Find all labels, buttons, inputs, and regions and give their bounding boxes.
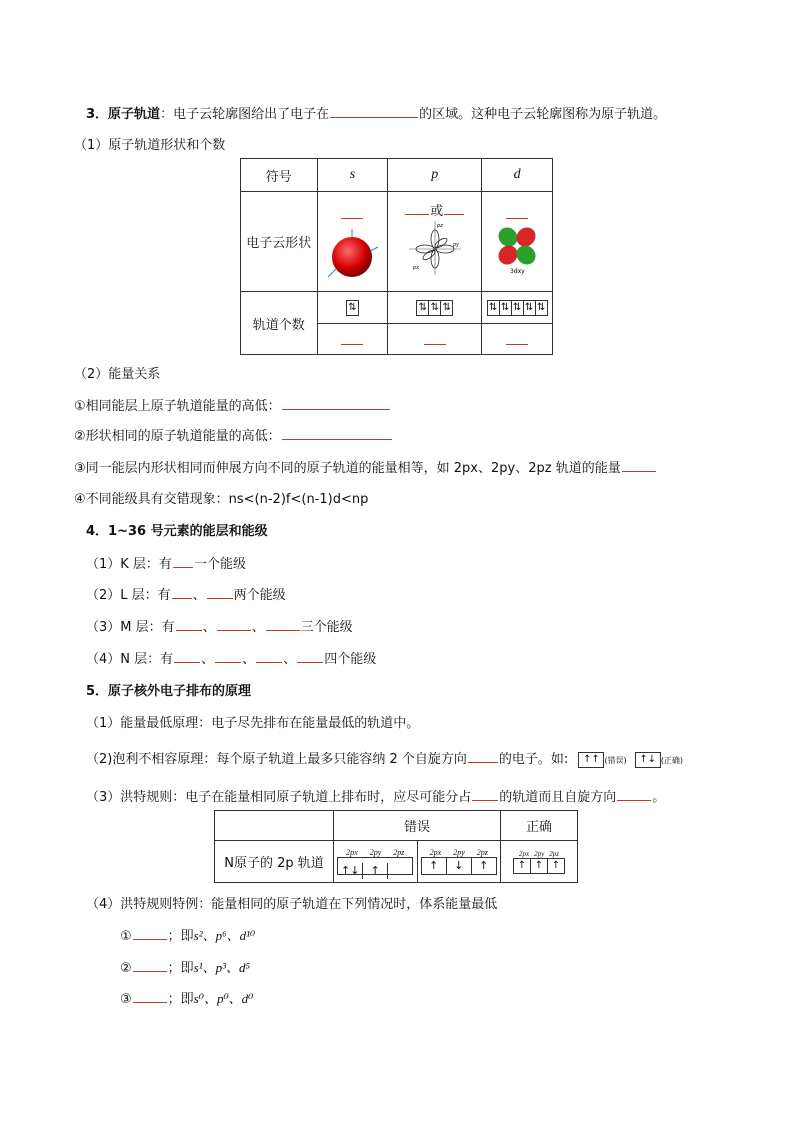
arrows: ↑↑ xyxy=(583,753,600,765)
energy-item-3 xyxy=(74,457,657,476)
orbital-cell: ↑ xyxy=(551,859,561,871)
arrows: ↑↓ xyxy=(639,753,657,765)
or-text: 或 xyxy=(430,204,444,219)
item-text: ①相同能层上原子轨道能量的高低： xyxy=(74,399,281,414)
hund-rule-table xyxy=(214,810,578,883)
s-shape-cell xyxy=(317,192,388,292)
orbital-cell: ↑ xyxy=(531,859,548,873)
special-case-2 xyxy=(120,957,250,976)
d-orbital-boxes xyxy=(487,300,548,316)
p-orbital-dumbbell-icon xyxy=(407,219,463,277)
line-text: 三个能级 xyxy=(300,620,353,635)
orbital-cell: ⇅ xyxy=(417,301,429,315)
orbital-label: 2pz xyxy=(549,849,559,858)
p-orbital-boxes xyxy=(416,300,453,316)
item-marker: ② xyxy=(120,961,132,976)
colon: ： xyxy=(160,107,174,122)
answer-blank[interactable] xyxy=(506,330,528,345)
p-label-z: pz xyxy=(436,223,443,229)
header-d: d xyxy=(482,159,553,192)
section-title: 原子轨道 xyxy=(108,107,161,122)
header-p: p xyxy=(388,159,482,192)
text-a: 电子云轮廓图给出了电子在 xyxy=(173,107,330,122)
p-count-cell xyxy=(388,324,482,355)
row-shape-label: 电子云形状 xyxy=(241,192,318,292)
answer-blank[interactable] xyxy=(617,786,651,801)
line-text: （3）洪特规则：电子在能量相同原子轨道上排布时，应尽可能分占 xyxy=(86,790,472,805)
d-count-cell xyxy=(482,324,553,355)
orbital-cell: ↑ xyxy=(479,859,489,872)
subsection-2-label: （2）能量关系 xyxy=(74,367,161,382)
orbital-label: 2pz xyxy=(476,848,488,857)
text-b: 的区域。这种电子云轮廓图称为原子轨道。 xyxy=(419,107,667,122)
wrong-example-1 xyxy=(334,841,418,883)
p-shape-cell xyxy=(388,192,482,292)
row-label: N原子的 2p 轨道 xyxy=(215,841,334,883)
orbital-cell: ⇅ xyxy=(429,301,441,315)
special-case-1 xyxy=(120,925,255,944)
header-s: s xyxy=(317,159,388,192)
row-count-label: 轨道个数 xyxy=(241,292,318,355)
orbital-cell: ⇅ xyxy=(442,301,451,313)
config-text: s²、p⁶、d¹⁰ xyxy=(193,928,256,943)
separator: 、 xyxy=(283,652,297,667)
empty-header xyxy=(215,811,334,841)
m-layer-line xyxy=(86,616,353,635)
answer-blank[interactable] xyxy=(297,648,323,663)
orbital-cell: ↑ xyxy=(363,863,388,879)
orbital-label: 2py xyxy=(369,848,382,857)
answer-blank[interactable] xyxy=(174,648,200,663)
answer-blank[interactable] xyxy=(341,330,363,345)
orbital-cell: ⇅ xyxy=(500,301,512,315)
line-text: 两个能级 xyxy=(233,588,286,603)
orbital-boxes xyxy=(337,857,413,875)
header-symbol: 符号 xyxy=(241,159,318,192)
orbital-cell: ⇅ xyxy=(536,301,546,313)
answer-blank[interactable] xyxy=(172,584,192,599)
orbital-cell: ↑ xyxy=(422,858,447,874)
config-text: s¹、p³、d⁵ xyxy=(193,960,251,975)
orbital-cell: ↑↓ xyxy=(338,863,363,879)
orbital-cell: ⇅ xyxy=(524,301,536,315)
orbital-boxes xyxy=(513,858,565,874)
header-wrong: 错误 xyxy=(334,811,501,841)
line-text: 的电子。如: xyxy=(498,752,569,767)
orbital-label: 2px xyxy=(519,849,530,858)
answer-blank[interactable] xyxy=(506,204,528,219)
line-text: ；即 xyxy=(167,961,194,976)
subsection-1-label: （1）原子轨道形状和个数 xyxy=(74,138,226,153)
energy-item-1 xyxy=(74,395,391,414)
answer-blank[interactable] xyxy=(282,425,392,440)
k-layer-line xyxy=(86,553,246,572)
item-text: ③同一能层内形状相同而伸展方向不同的原子轨道的能量相等，如 2px、2py、2pz 轨道的能量 xyxy=(74,461,621,476)
answer-blank[interactable] xyxy=(282,395,390,410)
p-label-x: px xyxy=(412,265,419,271)
principle-2 xyxy=(86,748,683,768)
p-label-y: py xyxy=(452,242,459,248)
orbital-cell: ⇅ xyxy=(488,301,500,315)
answer-blank[interactable] xyxy=(622,457,656,472)
principle-4: （4）洪特规则特例：能量相同的原子轨道在下列情况时，体系能量最低 xyxy=(86,897,498,912)
config-text: s⁰、p⁰、d⁰ xyxy=(193,991,254,1006)
line-text: （2）L 层：有 xyxy=(86,588,171,603)
answer-blank[interactable] xyxy=(472,786,498,801)
answer-blank[interactable] xyxy=(468,748,498,763)
line-text: 的轨道而且自旋方向 xyxy=(499,790,617,805)
s-arrow-cell xyxy=(317,292,388,324)
line-text: （2)泡利不相容原理：每个原子轨道上最多只能容纳 2 个自旋方向 xyxy=(86,752,467,767)
item-marker: ③ xyxy=(120,992,132,1007)
line-text: ；即 xyxy=(167,992,194,1007)
orbital-label: 2px xyxy=(429,848,442,857)
special-case-3 xyxy=(120,988,253,1007)
header-right: 正确 xyxy=(501,811,578,841)
answer-blank[interactable] xyxy=(405,200,429,215)
separator: 、 xyxy=(192,588,206,603)
p-arrow-cell xyxy=(388,292,482,324)
n-layer-line xyxy=(86,648,376,667)
pauli-right-box xyxy=(635,752,661,768)
s-orbital-sphere-icon xyxy=(322,227,382,287)
answer-blank[interactable] xyxy=(444,200,464,215)
energy-item-4: ④不同能级具有交错现象：ns<(n-2)f<(n-1)d<np xyxy=(74,492,369,507)
answer-blank[interactable] xyxy=(133,925,167,940)
orbital-cell: ⇅ xyxy=(348,301,357,313)
answer-blank[interactable] xyxy=(207,584,233,599)
principle-3 xyxy=(86,786,665,805)
separator: 、 xyxy=(242,652,256,667)
answer-blank[interactable] xyxy=(173,553,193,568)
orbital-cell: ⇅ xyxy=(512,301,524,315)
line-text: （3）M 层：有 xyxy=(86,620,175,635)
answer-blank[interactable] xyxy=(176,616,202,631)
orbital-label: 2py xyxy=(534,849,545,858)
line-text: 四个能级 xyxy=(324,652,377,667)
s-count-cell xyxy=(317,324,388,355)
section-number: 3． xyxy=(86,107,109,122)
answer-blank[interactable] xyxy=(424,330,446,345)
pauli-wrong-box xyxy=(578,752,604,768)
right-example xyxy=(501,841,578,883)
section5-title: 5．原子核外电子排布的原理 xyxy=(86,684,252,699)
item-marker: ① xyxy=(120,929,132,944)
d-label: 3dxy xyxy=(510,268,525,275)
s-orbital-box xyxy=(346,300,359,316)
answer-blank[interactable] xyxy=(133,957,167,972)
line-text: （1）K 层：有 xyxy=(86,557,172,572)
d-shape-cell xyxy=(482,192,553,292)
line-text: 一个能级 xyxy=(193,557,246,572)
orbital-label: 2py xyxy=(453,848,465,857)
l-layer-line xyxy=(86,584,286,603)
separator: 、 xyxy=(201,652,215,667)
line-text: ；即 xyxy=(167,929,194,944)
answer-blank[interactable] xyxy=(217,616,251,631)
separator: 、 xyxy=(202,620,216,635)
answer-blank[interactable] xyxy=(215,648,241,663)
d-arrow-cell xyxy=(482,292,553,324)
item-text: ②形状相同的原子轨道能量的高低： xyxy=(74,429,281,444)
orbital-cell: ↑ xyxy=(514,859,531,873)
wrong-example-2 xyxy=(417,841,501,883)
answer-blank[interactable] xyxy=(341,204,363,219)
orbital-label: 2pz xyxy=(393,848,405,857)
section4-title: 4．1~36 号元素的能层和能级 xyxy=(86,524,268,539)
line-text: 。 xyxy=(652,790,666,805)
answer-blank[interactable] xyxy=(330,103,418,118)
separator: 、 xyxy=(251,620,265,635)
answer-blank[interactable] xyxy=(256,648,282,663)
orbital-cell: ↓ xyxy=(447,858,472,874)
right-note: (正确) xyxy=(660,756,684,765)
answer-blank[interactable] xyxy=(266,616,300,631)
section3-line xyxy=(86,103,666,122)
d-orbital-clover-icon xyxy=(493,223,541,275)
orbital-table xyxy=(240,158,553,355)
orbital-label: 2px xyxy=(346,848,358,857)
orbital-cell xyxy=(388,858,412,874)
answer-blank[interactable] xyxy=(133,988,167,1003)
energy-item-2 xyxy=(74,425,393,444)
orbital-boxes xyxy=(421,857,497,875)
principle-1: （1）能量最低原理：电子尽先排布在能量最低的轨道中。 xyxy=(86,716,420,731)
wrong-note: (错误) xyxy=(604,756,627,765)
line-text: （4）N 层：有 xyxy=(86,652,174,667)
